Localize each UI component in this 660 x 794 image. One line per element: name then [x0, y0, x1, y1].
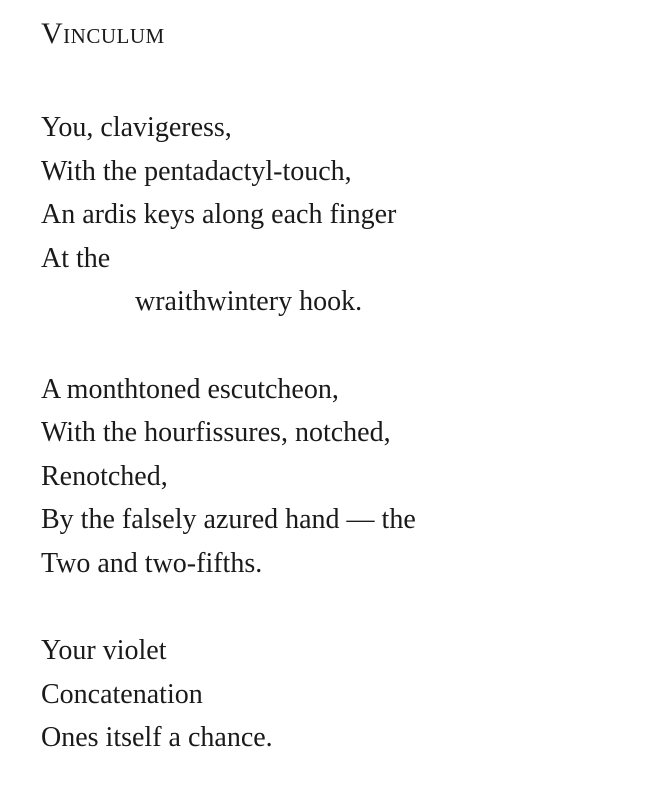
- poem-line-indented: wraithwintery hook.: [135, 286, 363, 317]
- poem-line: Renotched,: [41, 460, 168, 492]
- poem-line: An ardis keys along each finger: [41, 199, 397, 230]
- poem-line: A monthtoned escutcheon,: [41, 373, 339, 405]
- poem-page: [41, 14, 641, 760]
- poem-line: By the falsely azured hand — the: [41, 504, 416, 535]
- poem-title: Vinculum: [41, 17, 165, 50]
- poem-line: Ones itself a chance.: [41, 722, 273, 753]
- poem-line: With the pentadactyl-touch,: [41, 155, 352, 187]
- poem-line: Concatenation: [41, 678, 203, 710]
- poem-line: You, clavigeress,: [41, 112, 232, 143]
- poem-line: At the: [41, 242, 111, 274]
- poem-line: Two and two-fifths.: [41, 547, 263, 579]
- stanza-3: [41, 629, 641, 760]
- stanza-1: [41, 106, 641, 324]
- stanza-2: [41, 368, 641, 586]
- poem-line: Your violet: [41, 635, 167, 666]
- poem-line: With the hourfissures, notched,: [41, 417, 391, 448]
